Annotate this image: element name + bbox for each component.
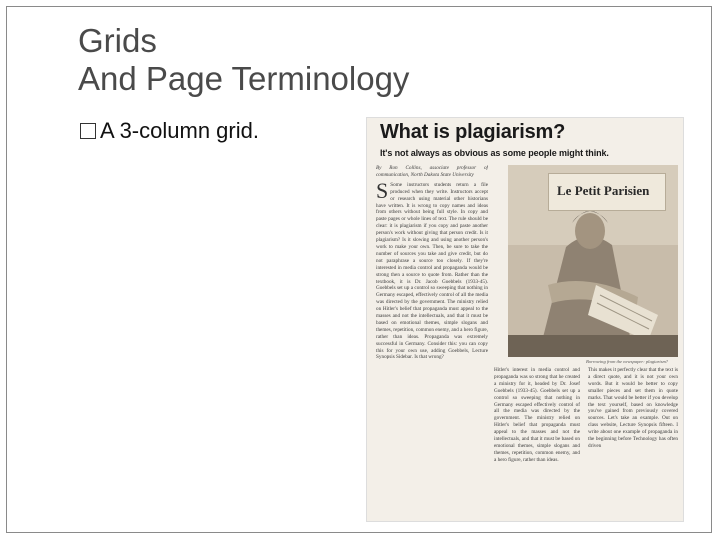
magazine-column-2	[494, 367, 580, 519]
newspaper-title: Le Petit Parisien	[557, 183, 650, 198]
magazine-page-image	[366, 117, 684, 522]
magazine-headline: What is plagiarism?	[380, 121, 566, 143]
magazine-subhead: It's not always as obvious as some people might think.	[380, 148, 609, 158]
magazine-photo	[508, 165, 678, 357]
bullet-item	[80, 118, 259, 144]
column-3-text: This makes it perfectly clear that the text is a direct quote, and it is not your own words. But it would be better to copy smaller pieces and set them in quote marks. That would be better if you develop the text yourself, based on knowledge you've gained from previously covered sources. Let's take an example. Out on class website, Lecture Synopsis fifteen. I write about one example of propaganda in the beginning before Technology has often driven	[588, 367, 678, 449]
photo-caption: Borrowing from the newspaper: plagiarism?	[586, 359, 669, 364]
magazine-column-3	[588, 367, 678, 519]
column-2-text: Hitler's interest in media control and propaganda was so strong that he created a ministry for it, headed by Dr. Josef Goebbels (1933-45). Goebbels set up a control so sweeping that nothing in Germany escaped effectively control of all the media was directed by the government. The ministry relied on Hitler's belief that propaganda must appeal to the masses and not the intellectuals, and that it must be based on emotional themes, simple slogans and themes, repetition, common enemy, and a hero figure, rather than ideas.	[494, 367, 580, 463]
newspaper-masthead	[548, 173, 666, 211]
magazine-column-1	[376, 165, 488, 515]
title-line-2: And Page Terminology	[78, 60, 410, 97]
title-line-1: Grids	[78, 22, 157, 59]
bullet-text: A 3-column grid.	[100, 118, 259, 143]
magazine-byline: By Ron Collins, associate professor of communication, North Dakota State University	[376, 165, 488, 178]
slide-title	[78, 22, 409, 98]
bullet-box-icon	[80, 123, 96, 139]
dropcap: S	[376, 177, 389, 203]
column-1-text: Some instructors students return a file produced when they write. Instructors accept or research using material other historians have written. It is wrong to copy names and ideas from others without being full style. In copy and paste pages or whole lines of text. The rule should be clear: it is plagiarism if you copy and paste another person's work without giving that person credit. Is it plagiarism? Is it slowing and using another person's work to make your own. Then, be sure to take the number of sources you take and give credit, but do not paraphrase a source too closely. If they're interested in media control and propaganda would be strong then a source to quote from. Rather than the textbook, it is Dr. Jacob Goebbels (1933-45). Goebbels set up a control so sweeping that nothing in Germany escaped, effectively control of all the media was directed by the government. The ministry relied on Hitler's belief that propaganda must appeal to the masses and not the intellectuals, and that it must be based on emotional themes, simple slogans and themes, repetition, common enemy, and a hero figure, rather than ideas. Propaganda was extremely successful in Germany. Consider this: you can copy this for your own use, adding Goebbels, Lecture Synopsis Sidebar. Is that wrong?	[376, 181, 488, 361]
